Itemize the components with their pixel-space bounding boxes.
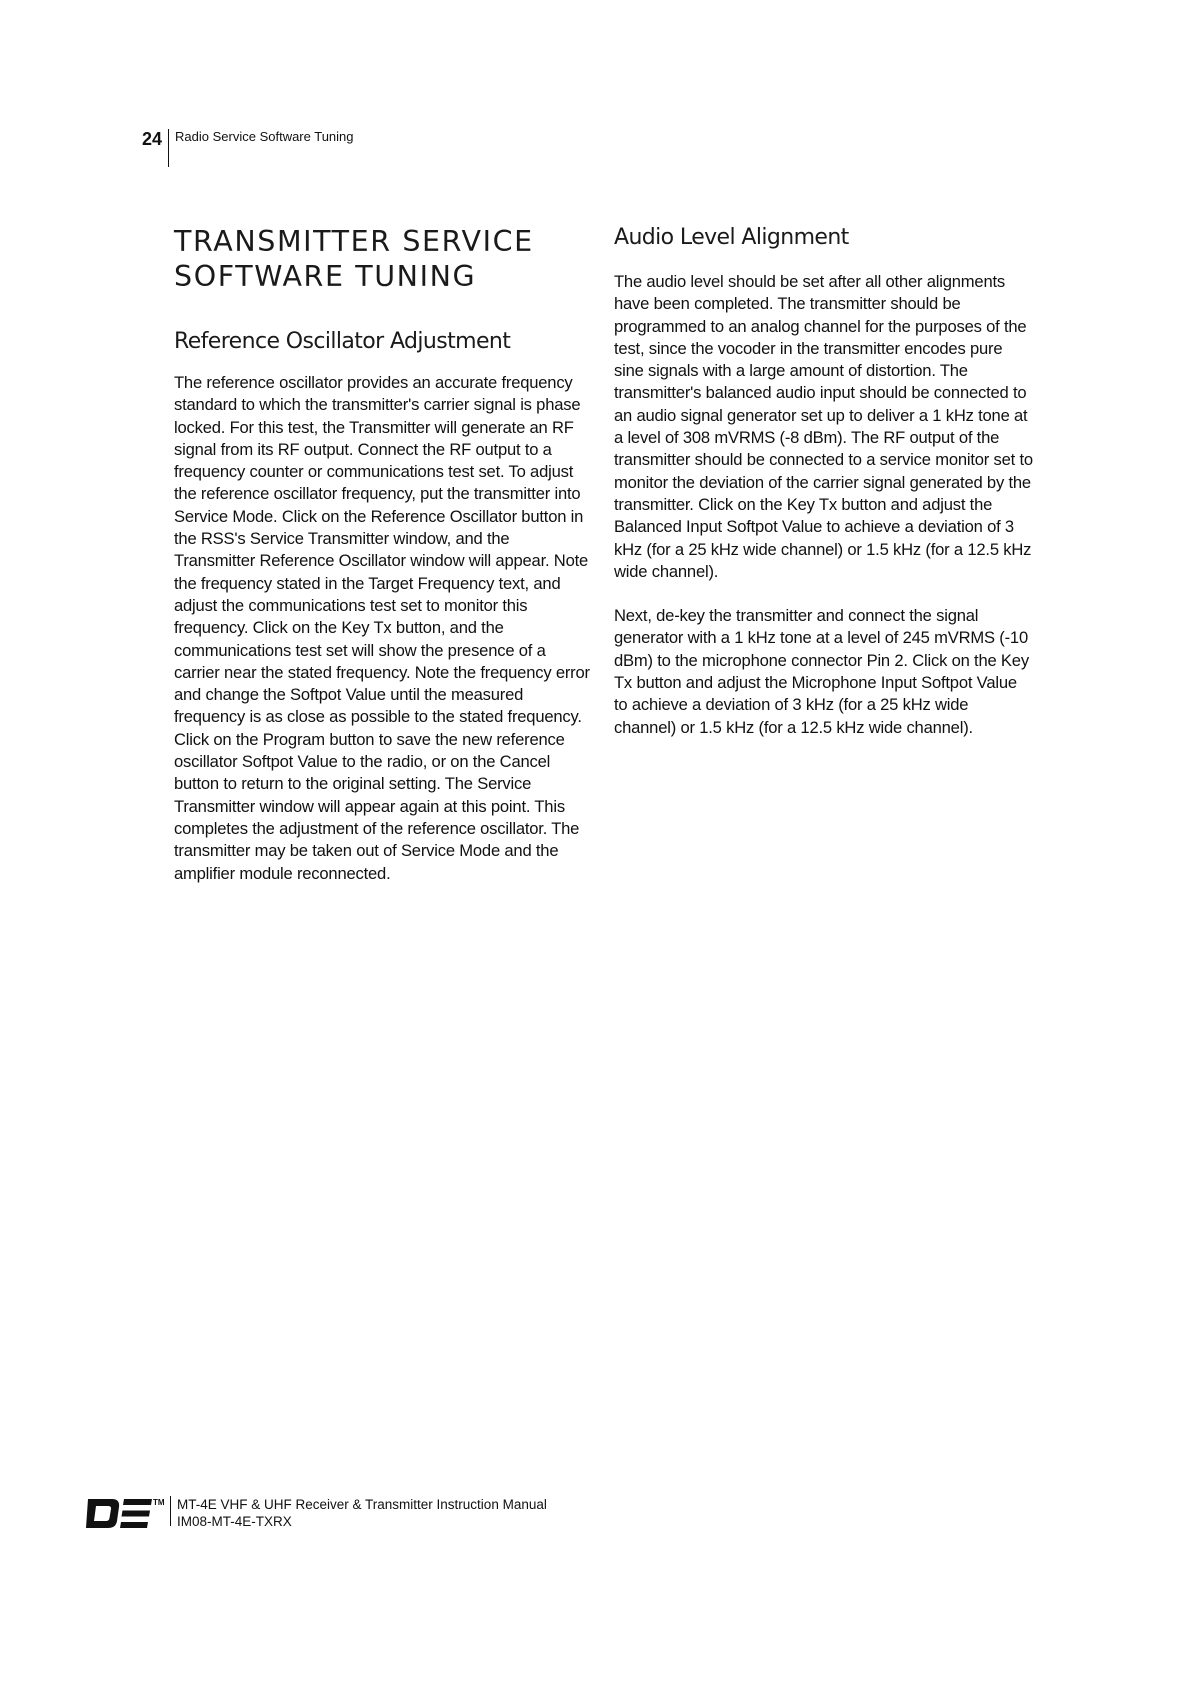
section-heading-audio-level: Audio Level Alignment [614,225,849,250]
footer-text [171,1496,547,1530]
right-column [614,224,1034,739]
reference-oscillator-paragraph: The reference oscillator provides an accurate frequency standard to which the transmitter's carrier signal is phase locked. For this test, the Transmitter will generate an RF signal from its RF output. Connect the RF output to a frequency counter or communications test set. To adjust the reference oscillator frequency, put the transmitter into Service Mode. Click on the Reference Oscillator button in the RSS's Service Transmitter window, and the Transmitter Reference Oscillator window will appear. Note the frequency stated in the Target Frequency text, and adjust the communications test set to monitor this frequency. Click on the Key Tx button, and the communications test set will show the presence of a carrier near the stated frequency. Note the frequency error and change the Softpot Value until the measured frequency is as close as possible to the stated frequency. Click on the Program button to save the new reference oscillator Softpot Value to the radio, or on the Cancel button to return to the original setting. The Service Transmitter window will appear again at this point. This completes the adjustment of the reference oscillator. The transmitter may be taken out of Service Mode and the amplifier module reconnected. [174,373,590,883]
audio-level-paragraph-2: Next, de-key the transmitter and connect the signal generator with a 1 kHz tone at a level of 245 mVRMS (-10 dBm) to the microphone connector Pin 2. Click on the Key Tx button and adjust the Microphone Input Softpot Value to achieve a deviation of 3 kHz (for a 25 kHz wide channel) or 1.5 kHz (for a 12.5 kHz wide channel). [614,606,1029,737]
manual-title: MT-4E VHF & UHF Receiver & Transmitter Instruction Manual [177,1497,547,1512]
trademark-mark: TM [153,1498,165,1507]
page-number: 24 [142,129,163,149]
de-logo-icon [86,1496,166,1530]
chapter-title-line-2: SOFTWARE TUNING [174,260,477,293]
page-header [142,125,354,167]
chapter-title [174,224,590,294]
page-footer [86,1496,547,1530]
document-code: IM08-MT-4E-TXRX [177,1514,292,1529]
chapter-title-line-1: TRANSMITTER SERVICE [174,225,534,258]
running-title: Radio Service Software Tuning [175,129,354,144]
left-column [174,224,590,885]
section-heading-reference-oscillator: Reference Oscillator Adjustment [174,329,511,354]
audio-level-paragraph-1: The audio level should be set after all other alignments have been completed. The transmitter should be programmed to an analog channel for the purposes of the test, since the vocoder in the transmitter encodes pure sine signals with a large amount of distortion. The transmitter's balanced audio input should be connected to an audio signal generator set up to deliver a 1 kHz tone at a level of 308 mVRMS (-8 dBm). The RF output of the transmitter should be connected to a service monitor set to monitor the deviation of the carrier signal generated by the transmitter. Click on the Key Tx button and adjust the Balanced Input Softpot Value to achieve a deviation of 3 kHz (for a 25 kHz wide channel) or 1.5 kHz (for a 12.5 kHz wide channel). [614,272,1033,581]
